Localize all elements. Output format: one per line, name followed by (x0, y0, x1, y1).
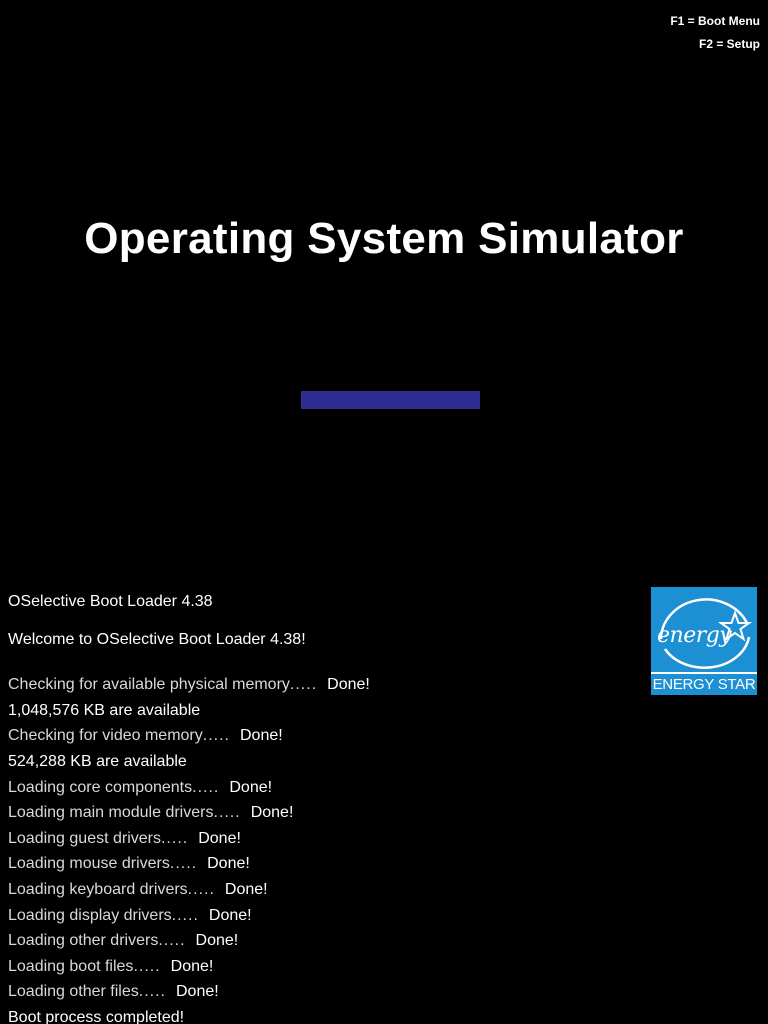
boot-task-line (8, 775, 370, 801)
boot-task-dots: ..... (213, 804, 241, 822)
boot-task-text: Checking for available physical memory (8, 676, 290, 694)
boot-task-line (8, 928, 370, 954)
energy-star-label: ENERGY STAR (652, 676, 756, 693)
boot-task-dots: ..... (169, 855, 198, 873)
boot-task-status: Done! (176, 983, 219, 1001)
energy-script-text: energy (657, 623, 732, 648)
boot-task-status: Done! (327, 676, 370, 694)
boot-task-text: Loading main module drivers (8, 804, 214, 822)
welcome-message: Welcome to OSelective Boot Loader 4.38! (8, 630, 306, 648)
boot-task-line (8, 954, 370, 980)
boot-log (8, 589, 370, 1024)
boot-task-status: Done! (170, 957, 214, 975)
os-title: Operating System Simulator (84, 214, 684, 263)
boot-task-dots: ..... (187, 880, 215, 898)
boot-result-line: 524,288 KB are available (8, 752, 187, 770)
boot-task-line (8, 903, 370, 929)
boot-task-text: Checking for video memory (8, 727, 203, 745)
boot-task-text: Loading other files (8, 983, 139, 1001)
boot-task-status: Done! (250, 804, 294, 822)
boot-task-text: Loading boot files (8, 957, 134, 975)
boot-task-dots: ..... (202, 727, 230, 745)
boot-completed-message: Boot process completed! (8, 1008, 185, 1024)
boot-progress-fill (301, 391, 480, 409)
boot-task-dots: ..... (192, 778, 220, 796)
boot-task-dots: ..... (289, 676, 318, 694)
boot-task-dots: ..... (133, 957, 161, 975)
boot-task-list (8, 672, 370, 1005)
boot-task-text: Loading guest drivers (8, 829, 161, 847)
boot-progress-bar (301, 391, 480, 409)
boot-task-line (8, 723, 370, 749)
energy-star-logo (651, 587, 757, 695)
boot-task-status: Done! (208, 906, 252, 924)
boot-task-line (8, 979, 370, 1005)
boot-task-status: Done! (229, 778, 273, 796)
hotkey-setup[interactable]: F2 = Setup (698, 37, 760, 51)
hotkey-legend (670, 10, 760, 56)
boot-task-status: Done! (195, 932, 239, 950)
boot-task-text: Loading display drivers (8, 906, 172, 924)
energy-star-divider (651, 672, 757, 674)
boot-task-dots: ..... (160, 829, 189, 847)
loader-name: OSelective Boot Loader 4.38 (8, 593, 213, 610)
boot-task-status: Done! (239, 727, 283, 745)
boot-task-status: Done! (207, 855, 250, 873)
boot-result-line: 1,048,576 KB are available (8, 701, 201, 719)
boot-task-line (8, 672, 370, 698)
boot-task-line (8, 851, 370, 877)
boot-task-text: Loading keyboard drivers (8, 880, 188, 898)
boot-task-status: Done! (224, 880, 268, 898)
boot-task-dots: ..... (158, 932, 186, 950)
boot-task-dots: ..... (171, 906, 199, 924)
boot-task-dots: ..... (138, 983, 166, 1001)
boot-task-text: Loading core components (8, 778, 193, 796)
boot-task-status: Done! (198, 829, 241, 847)
boot-task-line (8, 826, 370, 852)
boot-task-line (8, 877, 370, 903)
boot-task-text: Loading other drivers (8, 932, 159, 950)
hotkey-boot-menu[interactable]: F1 = Boot Menu (670, 14, 760, 28)
boot-task-line (8, 800, 370, 826)
boot-task-text: Loading mouse drivers (8, 855, 170, 873)
